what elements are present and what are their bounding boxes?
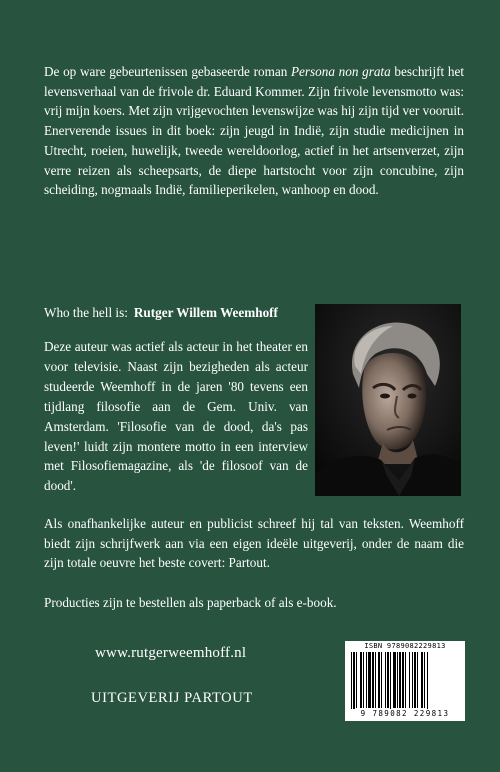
isbn-label: ISBN 9789082229813: [364, 642, 446, 650]
book-title: Persona non grata: [290, 64, 391, 79]
barcode-bars: [351, 652, 459, 712]
blurb-rest: beschrijft het levensverhaal van de frivole dr. Eduard Kommer. Zijn frivole levensmotto was: vrij mijn koers. Met zijn vrijgevochten levenswijze was hij zijn tijd ver vooruit. Enerverende issues in dit boek: zijn jeugd in Indië, zijn studie medicijnen in Utrecht, roeien, huwelijk, tweede wereldoorlog, actief in het artsenverzet, zijn verre reizen als scheepsarts, de diepe hartstocht voor zijn concubine, zijn scheiding, nogmaals Indië, familieperikelen, wanhoop en dood.: [44, 64, 464, 198]
blurb-intro: De op ware gebeurtenissen gebaseerde roman: [44, 64, 291, 79]
website-link[interactable]: www.rutgerweemhoff.nl: [95, 645, 247, 661]
publisher-paragraph: Als onafhankelijke auteur en publicist schreef hij tal van teksten. Weemhoff biedt zijn schrijfwerk aan via een eigen ideële uitgeverij, onder de naam die zijn totale oeuvre het beste covert: Partout.: [44, 516, 464, 571]
author-name: Rutger Willem Weemhoff: [133, 305, 278, 320]
author-bio: Deze auteur was actief als acteur in het theater en voor televisie. Naast zijn bezigheden als acteur studeerde Weemhoff in de jaren '80 tevens een tijdlang filosofie aan de Gem. Univ. van Amsterdam. 'Filosofie van de dood, da's pas leven!' luidt zijn montere motto in een interview met Filosofiemagazine, als 'de filosoof van de dood'.: [44, 339, 308, 494]
back-cover-blurb: [44, 62, 464, 200]
publisher-name: UITGEVERIJ PARTOUT: [91, 690, 253, 706]
author-heading: [44, 303, 304, 322]
order-note: Producties zijn te bestellen als paperback of als e-book.: [44, 595, 337, 610]
isbn-digits: 9 789082 229813: [347, 709, 463, 718]
who-label: Who the hell is:: [44, 305, 128, 320]
author-photo: [315, 304, 461, 496]
isbn-barcode: [345, 641, 465, 721]
